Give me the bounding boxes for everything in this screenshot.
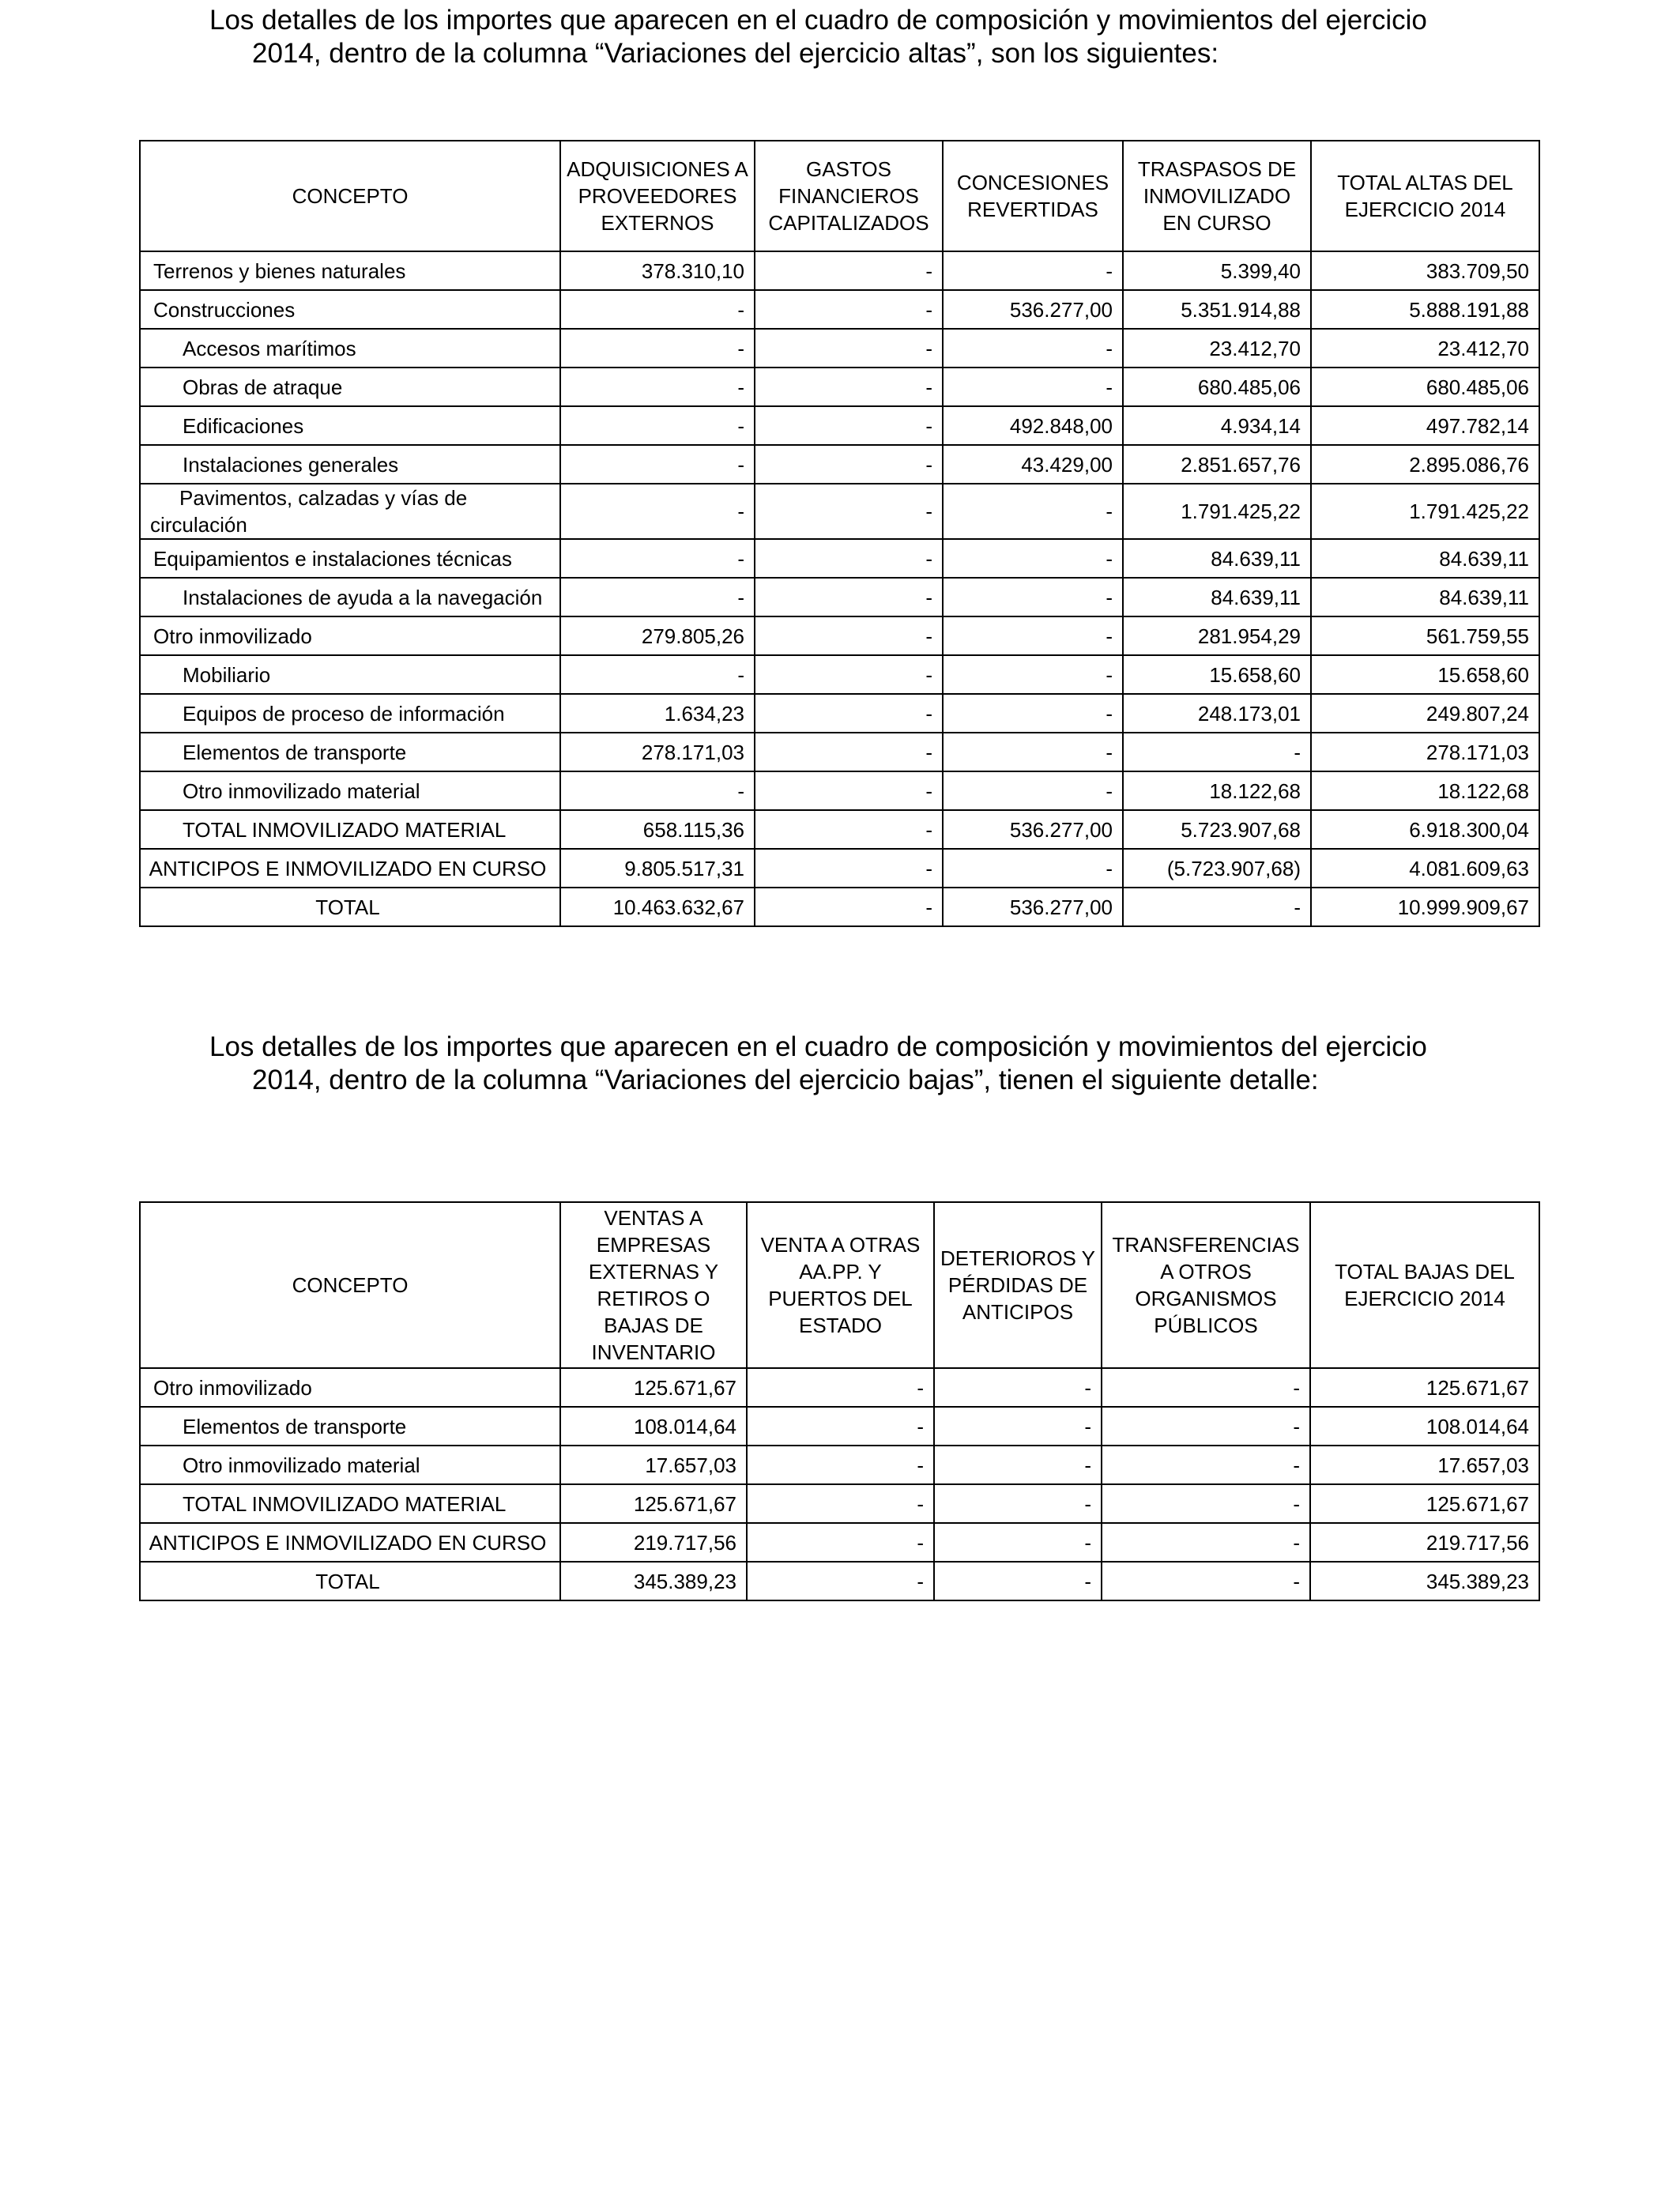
bajas-header-cell: DETERIOROS Y PÉRDIDAS DE ANTICIPOS [934, 1202, 1102, 1368]
value-cell: 125.671,67 [1310, 1484, 1539, 1523]
value-cell: - [755, 290, 943, 329]
bajas-header-cell: CONCEPTO [140, 1202, 560, 1368]
concept-cell: Otro inmovilizado [140, 1368, 560, 1407]
table-row [140, 484, 1539, 539]
table-row [140, 251, 1539, 290]
value-cell: - [934, 1523, 1102, 1562]
table-row [140, 578, 1539, 616]
value-cell: - [1123, 733, 1311, 771]
value-cell: 43.429,00 [943, 445, 1123, 484]
bajas-header-cell: TRANSFERENCIAS A OTROS ORGANISMOS PÚBLICOS [1102, 1202, 1310, 1368]
table-row [140, 694, 1539, 733]
value-cell: - [943, 694, 1123, 733]
bajas-header-cell: VENTA A OTRAS AA.PP. Y PUERTOS DEL ESTADO [747, 1202, 934, 1368]
value-cell: 345.389,23 [1310, 1562, 1539, 1600]
value-cell: 5.888.191,88 [1311, 290, 1539, 329]
value-cell: - [755, 810, 943, 849]
concept-cell: Instalaciones de ayuda a la navegación [140, 578, 560, 616]
altas-header-row [140, 141, 1539, 251]
concept-cell: Otro inmovilizado [140, 616, 560, 655]
value-cell: 10.463.632,67 [560, 888, 755, 926]
intro-bajas-line1: Los detalles de los importes que aparecen en el cuadro de composición y movimientos del ejercicio [209, 1031, 1427, 1062]
value-cell: 84.639,11 [1311, 539, 1539, 578]
table-row [140, 406, 1539, 445]
value-cell: - [943, 771, 1123, 810]
altas-header-cell: GASTOS FINANCIEROS CAPITALIZADOS [755, 141, 943, 251]
table-row [140, 1523, 1539, 1562]
concept-cell: ANTICIPOS E INMOVILIZADO EN CURSO [140, 1523, 560, 1562]
bajas-table [139, 1201, 1540, 1601]
value-cell: 561.759,55 [1311, 616, 1539, 655]
value-cell: - [755, 251, 943, 290]
value-cell: - [1102, 1562, 1310, 1600]
value-cell: 84.639,11 [1311, 578, 1539, 616]
value-cell: 5.351.914,88 [1123, 290, 1311, 329]
value-cell: 108.014,64 [1310, 1407, 1539, 1446]
value-cell: - [747, 1446, 934, 1484]
concept-cell: TOTAL INMOVILIZADO MATERIAL [140, 810, 560, 849]
altas-header-cell: TOTAL ALTAS DEL EJERCICIO 2014 [1311, 141, 1539, 251]
concept-cell: Instalaciones generales [140, 445, 560, 484]
table-row [140, 445, 1539, 484]
value-cell: - [1102, 1446, 1310, 1484]
value-cell: - [755, 733, 943, 771]
table-row [140, 1368, 1539, 1407]
value-cell: 9.805.517,31 [560, 849, 755, 888]
table-row [140, 1446, 1539, 1484]
altas-table [139, 140, 1540, 927]
value-cell: - [755, 616, 943, 655]
table-row [140, 1562, 1539, 1600]
value-cell: - [943, 251, 1123, 290]
value-cell: 10.999.909,67 [1311, 888, 1539, 926]
value-cell: - [755, 888, 943, 926]
value-cell: - [943, 484, 1123, 539]
value-cell: - [755, 368, 943, 406]
value-cell: 125.671,67 [560, 1368, 747, 1407]
table-row [140, 771, 1539, 810]
value-cell: - [755, 484, 943, 539]
concept-cell: Equipamientos e instalaciones técnicas [140, 539, 560, 578]
value-cell: 1.634,23 [560, 694, 755, 733]
table-row [140, 1484, 1539, 1523]
table-row [140, 616, 1539, 655]
bajas-header-cell: VENTAS A EMPRESAS EXTERNAS Y RETIROS O BAJAS DE INVENTARIO [560, 1202, 747, 1368]
value-cell: 2.895.086,76 [1311, 445, 1539, 484]
value-cell: - [943, 368, 1123, 406]
value-cell: - [560, 445, 755, 484]
value-cell: - [1102, 1368, 1310, 1407]
table-row [140, 368, 1539, 406]
value-cell: - [747, 1523, 934, 1562]
value-cell: (5.723.907,68) [1123, 849, 1311, 888]
altas-header-cell: TRASPASOS DE INMOVILIZADO EN CURSO [1123, 141, 1311, 251]
value-cell: 536.277,00 [943, 290, 1123, 329]
table-row [140, 329, 1539, 368]
value-cell: 18.122,68 [1123, 771, 1311, 810]
concept-cell: Elementos de transporte [140, 1407, 560, 1446]
value-cell: - [943, 849, 1123, 888]
value-cell: 18.122,68 [1311, 771, 1539, 810]
value-cell: - [943, 578, 1123, 616]
concept-cell: Otro inmovilizado material [140, 1446, 560, 1484]
table-row [140, 290, 1539, 329]
value-cell: 84.639,11 [1123, 539, 1311, 578]
value-cell: - [755, 771, 943, 810]
value-cell: 84.639,11 [1123, 578, 1311, 616]
intro-altas-line2: 2014, dentro de la columna “Variaciones del ejercicio altas”, son los siguientes: [252, 38, 1219, 69]
value-cell: 680.485,06 [1123, 368, 1311, 406]
value-cell: - [560, 406, 755, 445]
value-cell: - [943, 616, 1123, 655]
concept-cell: TOTAL INMOVILIZADO MATERIAL [140, 1484, 560, 1523]
value-cell: - [755, 539, 943, 578]
concept-cell: Construcciones [140, 290, 560, 329]
value-cell: 279.805,26 [560, 616, 755, 655]
value-cell: - [747, 1368, 934, 1407]
value-cell: 497.782,14 [1311, 406, 1539, 445]
value-cell: - [943, 655, 1123, 694]
table-row [140, 849, 1539, 888]
altas-header-cell: CONCEPTO [140, 141, 560, 251]
value-cell: - [755, 329, 943, 368]
altas-header-cell: ADQUISICIONES A PROVEEDORES EXTERNOS [560, 141, 755, 251]
value-cell: 5.723.907,68 [1123, 810, 1311, 849]
value-cell: - [934, 1368, 1102, 1407]
value-cell: 17.657,03 [560, 1446, 747, 1484]
value-cell: - [560, 368, 755, 406]
value-cell: - [560, 290, 755, 329]
value-cell: 248.173,01 [1123, 694, 1311, 733]
value-cell: 4.934,14 [1123, 406, 1311, 445]
value-cell: 4.081.609,63 [1311, 849, 1539, 888]
value-cell: - [560, 329, 755, 368]
value-cell: 278.171,03 [560, 733, 755, 771]
concept-cell: Equipos de proceso de información [140, 694, 560, 733]
value-cell: 281.954,29 [1123, 616, 1311, 655]
bajas-header-cell: TOTAL BAJAS DEL EJERCICIO 2014 [1310, 1202, 1539, 1368]
value-cell: - [755, 406, 943, 445]
value-cell: - [747, 1484, 934, 1523]
value-cell: - [755, 849, 943, 888]
value-cell: 658.115,36 [560, 810, 755, 849]
concept-cell: Edificaciones [140, 406, 560, 445]
table-row [140, 810, 1539, 849]
value-cell: - [934, 1407, 1102, 1446]
value-cell: - [943, 733, 1123, 771]
altas-header-cell: CONCESIONES REVERTIDAS [943, 141, 1123, 251]
table-row [140, 1407, 1539, 1446]
concept-cell: Pavimentos, calzadas y vías de circulación [140, 484, 560, 539]
value-cell: 378.310,10 [560, 251, 755, 290]
value-cell: - [1102, 1523, 1310, 1562]
value-cell: 383.709,50 [1311, 251, 1539, 290]
value-cell: 1.791.425,22 [1311, 484, 1539, 539]
value-cell: 5.399,40 [1123, 251, 1311, 290]
value-cell: 680.485,06 [1311, 368, 1539, 406]
intro-bajas-line2: 2014, dentro de la columna “Variaciones del ejercicio bajas”, tienen el siguiente detalle: [252, 1065, 1319, 1095]
value-cell: - [560, 539, 755, 578]
concept-cell: Obras de atraque [140, 368, 560, 406]
value-cell: 249.807,24 [1311, 694, 1539, 733]
value-cell: - [560, 771, 755, 810]
bajas-header-row [140, 1202, 1539, 1368]
value-cell: 23.412,70 [1123, 329, 1311, 368]
table-row [140, 655, 1539, 694]
value-cell: - [747, 1407, 934, 1446]
intro-altas-line1: Los detalles de los importes que aparecen en el cuadro de composición y movimientos del ejercicio [209, 5, 1427, 36]
intro-paragraph-altas [209, 4, 1548, 70]
value-cell: - [755, 655, 943, 694]
value-cell: - [747, 1562, 934, 1600]
value-cell: - [934, 1484, 1102, 1523]
value-cell: 536.277,00 [943, 888, 1123, 926]
table-row [140, 733, 1539, 771]
value-cell: - [1123, 888, 1311, 926]
value-cell: 125.671,67 [560, 1484, 747, 1523]
concept-cell: TOTAL [140, 1562, 560, 1600]
value-cell: 23.412,70 [1311, 329, 1539, 368]
value-cell: 6.918.300,04 [1311, 810, 1539, 849]
intro-paragraph-bajas [209, 1031, 1548, 1097]
value-cell: - [1102, 1484, 1310, 1523]
value-cell: - [755, 694, 943, 733]
concept-cell: ANTICIPOS E INMOVILIZADO EN CURSO [140, 849, 560, 888]
value-cell: 15.658,60 [1311, 655, 1539, 694]
value-cell: 15.658,60 [1123, 655, 1311, 694]
value-cell: - [560, 578, 755, 616]
value-cell: - [943, 329, 1123, 368]
value-cell: 536.277,00 [943, 810, 1123, 849]
concept-cell: TOTAL [140, 888, 560, 926]
value-cell: 219.717,56 [1310, 1523, 1539, 1562]
concept-cell: Otro inmovilizado material [140, 771, 560, 810]
table-row [140, 539, 1539, 578]
concept-cell: Elementos de transporte [140, 733, 560, 771]
value-cell: - [1102, 1407, 1310, 1446]
value-cell: 219.717,56 [560, 1523, 747, 1562]
value-cell: - [943, 539, 1123, 578]
value-cell: 108.014,64 [560, 1407, 747, 1446]
value-cell: - [934, 1562, 1102, 1600]
value-cell: - [755, 578, 943, 616]
concept-cell: Accesos marítimos [140, 329, 560, 368]
value-cell: 1.791.425,22 [1123, 484, 1311, 539]
value-cell: 17.657,03 [1310, 1446, 1539, 1484]
value-cell: 278.171,03 [1311, 733, 1539, 771]
concept-cell: Terrenos y bienes naturales [140, 251, 560, 290]
table-row [140, 888, 1539, 926]
value-cell: - [560, 655, 755, 694]
value-cell: - [934, 1446, 1102, 1484]
value-cell: 345.389,23 [560, 1562, 747, 1600]
value-cell: 2.851.657,76 [1123, 445, 1311, 484]
value-cell: 492.848,00 [943, 406, 1123, 445]
value-cell: - [755, 445, 943, 484]
value-cell: 125.671,67 [1310, 1368, 1539, 1407]
value-cell: - [560, 484, 755, 539]
concept-cell: Mobiliario [140, 655, 560, 694]
